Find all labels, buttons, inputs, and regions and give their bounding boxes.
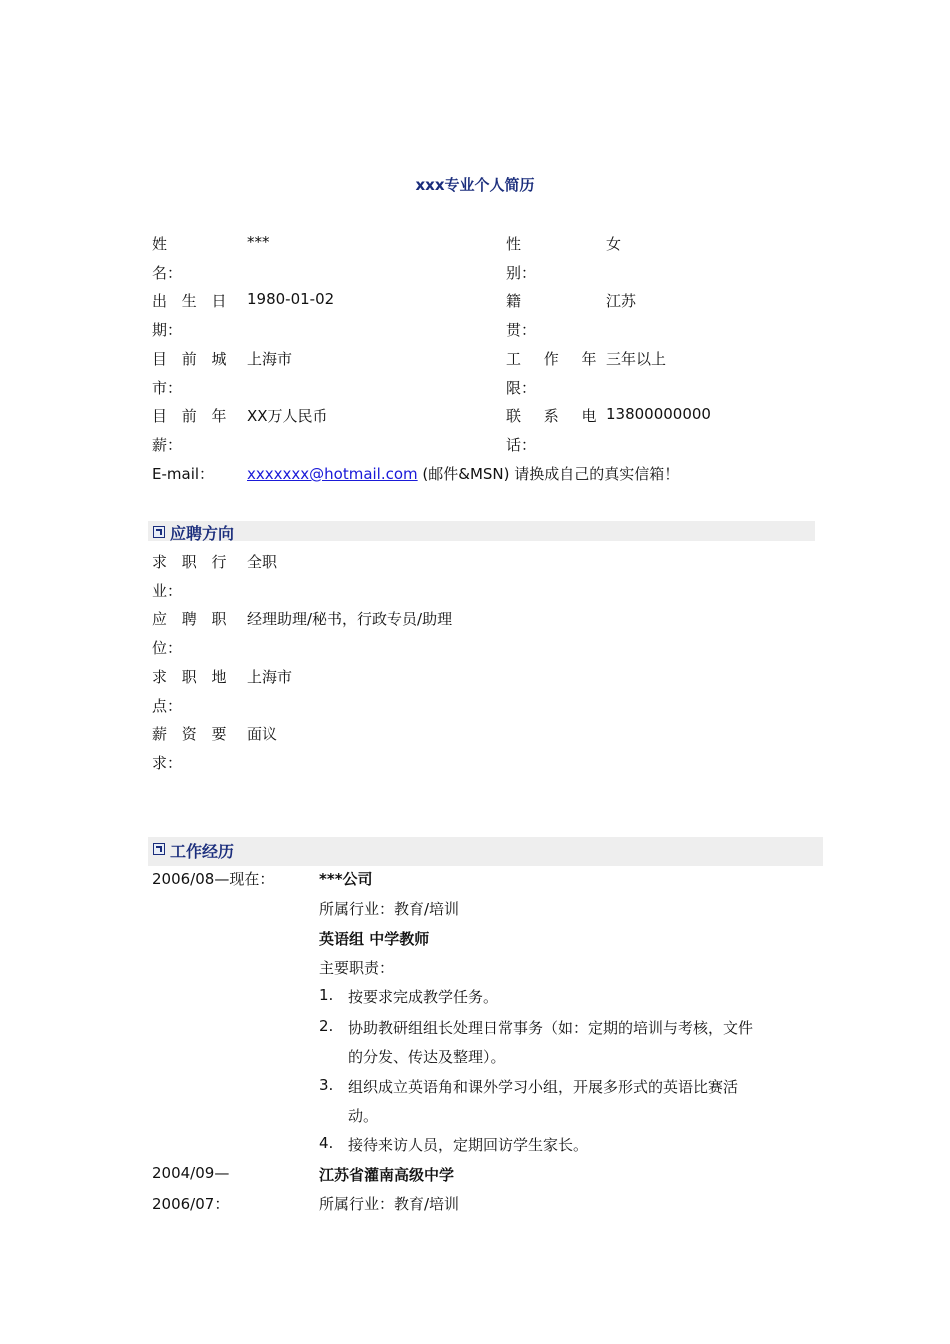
expected-salary-label: 薪 资 要	[152, 725, 227, 743]
job2-industry: 所属行业：教育/培训	[319, 1195, 460, 1213]
expected-salary-label-cont: 求：	[152, 754, 183, 772]
gender-label-cont: 别：	[506, 264, 537, 282]
position-value: 经理助理/秘书，行政专员/助理	[247, 610, 453, 628]
duty-number: 2.	[319, 1017, 334, 1035]
job1-industry: 所属行业：教育/培训	[319, 900, 460, 918]
industry-label-cont: 业：	[152, 582, 183, 600]
position-label: 应 聘 职	[152, 610, 227, 628]
gender-value: 女	[606, 235, 622, 253]
phone-label-cont: 话：	[506, 436, 537, 454]
duty-text: 按要求完成教学任务。	[348, 988, 499, 1006]
birth-label: 出 生 日	[152, 292, 227, 310]
salary-label: 目 前 年	[152, 407, 227, 425]
job1-company: ***公司	[319, 870, 373, 888]
salary-label-cont: 薪：	[152, 436, 183, 454]
duty-text-cont: 的分发、传达及整理）。	[348, 1048, 506, 1066]
name-value: ***	[247, 233, 270, 251]
job2-period-cont: 2006/07：	[152, 1195, 230, 1213]
location-value: 上海市	[247, 668, 293, 686]
phone-label: 联 系 电	[506, 407, 597, 425]
location-label: 求 职 地	[152, 668, 227, 686]
email-line	[247, 463, 679, 484]
expected-salary-value: 面议	[247, 725, 278, 743]
section-apply-title: 应聘方向	[170, 524, 235, 543]
native-label-cont: 贯：	[506, 321, 537, 339]
salary-value: XX万人民币	[247, 407, 328, 425]
duty-number: 3.	[319, 1076, 334, 1094]
email-note: (邮件&MSN) 请换成自己的真实信箱！	[417, 465, 680, 483]
location-label-cont: 点：	[152, 697, 183, 715]
duty-text: 组织成立英语角和课外学习小组，开展多形式的英语比赛活	[348, 1078, 739, 1096]
duty-number: 1.	[319, 986, 334, 1004]
birth-label-cont: 期：	[152, 321, 183, 339]
industry-value: 全职	[247, 553, 278, 571]
gender-label: 性	[506, 235, 522, 253]
email-label: E-mail：	[152, 465, 215, 483]
duty-number: 4.	[319, 1134, 334, 1152]
birth-value: 1980-01-02	[247, 290, 335, 308]
section-work-title: 工作经历	[170, 842, 235, 861]
page-title: xxx专业个人简历	[415, 176, 535, 194]
phone-value: 13800000000	[606, 405, 711, 423]
job1-duties-label: 主要职责：	[319, 959, 395, 977]
native-value: 江苏	[606, 292, 637, 310]
job1-role: 英语组 中学教师	[319, 930, 430, 948]
name-label-cont: 名：	[152, 264, 183, 282]
position-label-cont: 位：	[152, 639, 183, 657]
years-value: 三年以上	[606, 350, 667, 368]
job1-period: 2006/08—现在：	[152, 870, 275, 888]
section-arrow-icon	[153, 843, 165, 855]
city-label: 目 前 城	[152, 350, 227, 368]
industry-label: 求 职 行	[152, 553, 227, 571]
job2-company: 江苏省灌南高级中学	[319, 1166, 455, 1184]
section-work-bar	[148, 837, 823, 866]
job2-period: 2004/09—	[152, 1164, 230, 1182]
city-label-cont: 市：	[152, 379, 183, 397]
city-value: 上海市	[247, 350, 293, 368]
name-label: 姓	[152, 235, 168, 253]
duty-text: 协助教研组组长处理日常事务（如：定期的培训与考核，文件	[348, 1019, 754, 1037]
native-label: 籍	[506, 292, 522, 310]
duty-text-cont: 动。	[348, 1107, 379, 1125]
email-link[interactable]: xxxxxxx@hotmail.com	[247, 465, 418, 483]
section-apply-bar	[148, 521, 815, 541]
duty-text: 接待来访人员，定期回访学生家长。	[348, 1136, 589, 1154]
years-label-cont: 限：	[506, 379, 537, 397]
section-arrow-icon	[153, 526, 165, 538]
years-label: 工 作 年	[506, 350, 597, 368]
